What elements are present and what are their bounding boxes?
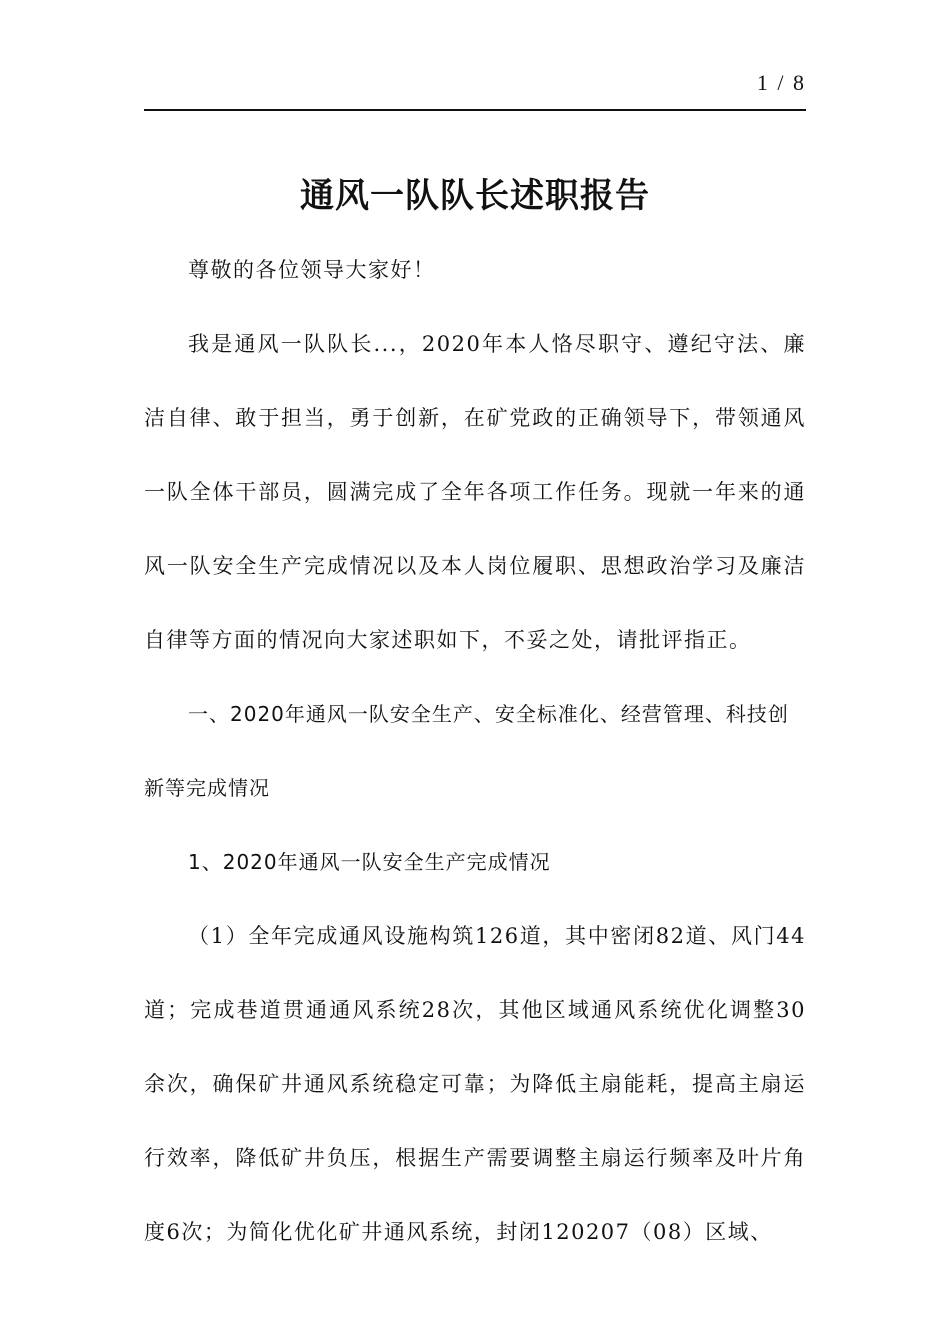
subsection-heading: 1、2020年通风一队安全生产完成情况 <box>188 850 551 874</box>
page-number: 1 / 8 <box>756 70 806 95</box>
item-paragraph: （1）全年完成通风设施构筑126道，其中密闭82道、风门44道；完成巷道贯通通风系统28次，其他区域通风系统优化调整30余次，确保矿井通风系统稳定可靠；为降低主扇能耗，提高主扇运行效率，降低矿井负压，根据生产需要调整主扇运行频率及叶片角度6次；为简化优化矿井通风系统，封闭120207（08）区域、 <box>144 924 806 1244</box>
greeting: 尊敬的各位领导大家好！ <box>188 258 436 282</box>
document-body <box>144 233 806 1269</box>
header-divider <box>144 109 806 111</box>
section-heading: 一、2020年通风一队安全生产、安全标准化、经营管理、科技创新等完成情况 <box>144 702 789 800</box>
intro-paragraph: 我是通风一队队长...，2020年本人恪尽职守、遵纪守法、廉洁自律、敢于担当，勇于创新，在矿党政的正确领导下，带领通风一队全体干部员，圆满完成了全年各项工作任务。现就一年来的通风一队安全生产完成情况以及本人岗位履职、思想政治学习及廉洁自律等方面的情况向大家述职如下，不妥之处，请批评指正。 <box>144 332 806 652</box>
document-title: 通风一队队长述职报告 <box>300 176 650 216</box>
